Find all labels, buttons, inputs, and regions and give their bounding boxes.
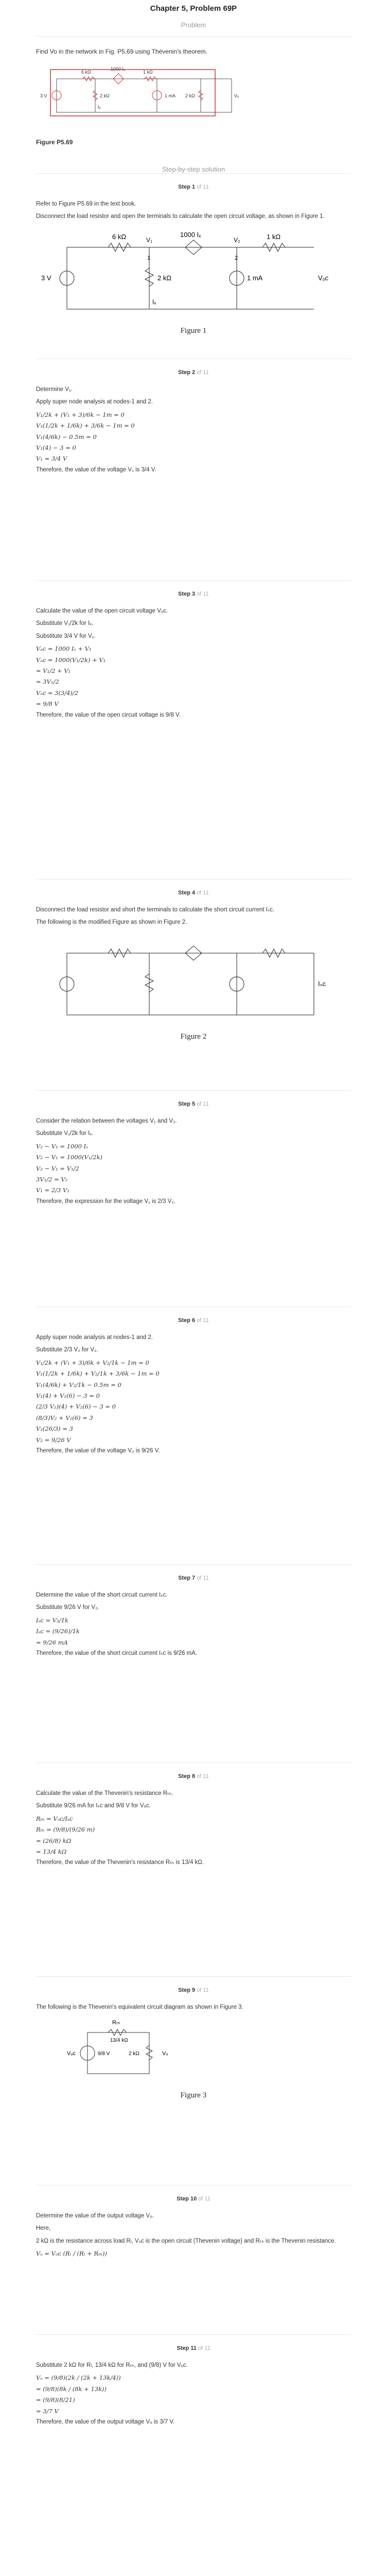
rth-value: 13/4 kΩ (110, 2038, 128, 2044)
step-heading (36, 2345, 351, 2351)
step-text: Substitute 9/26 V for V₂. (36, 1604, 99, 1611)
equation: V₁(4/6k) − 0.5m = 0 (36, 433, 97, 440)
figure-caption: Figure 2 (180, 1032, 207, 1041)
circuit-diagram (36, 933, 345, 1030)
step-figure (36, 2017, 351, 2102)
solution-step (36, 173, 351, 359)
step-number: Step 6 (178, 1317, 196, 1324)
page-header (0, 0, 387, 29)
equation: V₂ − V₁ = V₁/2 (36, 1164, 79, 1172)
solution-step (36, 1307, 351, 1564)
step-body (36, 1789, 351, 1868)
equation: = (26/8) kΩ (36, 1837, 72, 1844)
solution-step (36, 1090, 351, 1307)
step-number: Step 8 (178, 1773, 196, 1780)
step-heading (36, 591, 351, 597)
step-conclusion: Therefore, the value of the short circuit current Iₛᴄ is 9/26 mA. (36, 1650, 198, 1656)
step-text: Substitute V₁/2k for Iₓ. (36, 620, 94, 627)
step-of: of 11 (197, 369, 209, 376)
step-heading (36, 1773, 351, 1780)
step-heading (36, 1575, 351, 1581)
solution-step (36, 580, 351, 879)
equation: Iₛᴄ = (9/26)/1k (36, 1628, 80, 1635)
step-number: Step 11 (177, 2345, 197, 2351)
fig-v1: V₁ (146, 236, 153, 244)
circuit-diagram (36, 227, 345, 325)
step-of: of 11 (198, 2345, 210, 2351)
step-text: Determine the value of the short circuit current Iₛᴄ. (36, 1592, 168, 1598)
step-body (36, 1333, 351, 1455)
step-body (36, 606, 351, 720)
step-number: Step 1 (178, 184, 196, 190)
fig-isc: Iₛᴄ (318, 979, 326, 988)
step-conclusion: Therefore, the value of the voltage V₂ is 9/26 V. (36, 1447, 160, 1454)
equation: V₁ = 2/3 V₂ (36, 1187, 69, 1194)
step-number: Step 9 (178, 1987, 196, 1993)
fig-vsrc: 3 V (41, 274, 51, 282)
step-of: of 11 (197, 591, 209, 597)
equation: V₁(4) + V₂(6) − 3 = 0 (36, 1392, 100, 1399)
step-of: of 11 (197, 184, 209, 190)
step-text: Determine V₁. (36, 386, 73, 393)
step-text: Substitute 3/4 V for V₁. (36, 633, 96, 639)
step-of: of 11 (197, 890, 209, 896)
equation: V₁(4/6k) + V₂/1k − 0.5m = 0 (36, 1381, 121, 1388)
figure-caption: Figure 3 (180, 2091, 207, 2100)
step-text: Substitute 2/3 V₂ for V₁. (36, 1347, 98, 1353)
step-text: 2 kΩ is the resistance across load Rₗ, Vₒᴄ is the open circuit (Thevenin voltage) and Rₜₕ is the Thevenin resistance. (36, 2238, 336, 2244)
step-body (36, 199, 351, 337)
chapter-title: Chapter 5, Problem 69P (150, 4, 237, 13)
problem-statement: Find Vo in the network in Fig. P5.69 using Thévenin's theorem. (36, 48, 207, 55)
solution-step (36, 1762, 351, 1976)
step-conclusion: Therefore, the expression for the voltage V₁ is 2/3 V₂. (36, 1198, 176, 1205)
equation: = 9/8 V (36, 700, 59, 708)
equation: Vₒᴄ = 3(3/4)/2 (36, 689, 79, 697)
p-dep-label: 1000 Iₓ (111, 66, 125, 72)
solution-step (36, 2185, 351, 2334)
p-r2-label: 1 kΩ (143, 70, 153, 75)
equation: Vₒᴄ = 1000 Iₓ + V₁ (36, 645, 92, 653)
step-text: Determine the value of the output voltage Vₒ. (36, 2213, 154, 2219)
step-heading (36, 890, 351, 896)
p-vo-label: Vₒ (234, 93, 239, 98)
step-of: of 11 (197, 1773, 209, 1780)
p-r3-label: 2 kΩ (100, 93, 110, 98)
step-text: Disconnect the load resistor and short the terminals to calculate the short circuit current Iₛᴄ. (36, 907, 275, 913)
solution-step (36, 1564, 351, 1762)
equation: 3V₁/2 = V₂ (36, 1175, 68, 1183)
fig-isrc: 1 mA (247, 274, 263, 282)
equation: Rₜₕ = Vₒᴄ/Iₛᴄ (36, 1815, 73, 1822)
equation: V₂ − V₁ = 1000 Iₓ (36, 1142, 89, 1150)
step-body (36, 2211, 351, 2259)
fig-voc: Vₒᴄ (318, 274, 329, 282)
fig-node2: 2 (235, 255, 238, 261)
step-text: Here, (36, 2225, 51, 2232)
step-of: of 11 (197, 1101, 209, 1107)
p-r4-label: 2 kΩ (185, 93, 195, 98)
step-text: Calculate the value of the Thevenin's resistance Rₜₕ. (36, 1790, 173, 1797)
step-text: The following is the Thevenin's equivalent circuit diagram as shown in Figure 3. (36, 2004, 243, 2010)
rth-label: Rₜₕ (112, 2020, 120, 2026)
equation: Vₒ = Vₒᴄ (Rₗ / (Rₗ + Rₜₕ)) (36, 2250, 107, 2258)
step-number: Step 4 (178, 890, 196, 896)
step-body (36, 2361, 351, 2427)
solution-step (36, 359, 351, 580)
equation: Vₒᴄ = 1000(V₁/2k) + V₁ (36, 656, 106, 664)
equation: V₁ = 3/4 V (36, 455, 67, 463)
step-number: Step 10 (177, 2196, 197, 2202)
fig-r3: 2 kΩ (157, 274, 172, 282)
step-text: Substitute 2 kΩ for Rₗ, 13/4 kΩ for Rₜₕ, and (9/8) V for Vₒᴄ. (36, 2362, 188, 2368)
step-text: Apply super node analysis at nodes-1 and 2. (36, 1334, 153, 1341)
step-heading (36, 184, 351, 190)
rl-label: 2 kΩ (129, 2051, 139, 2057)
step-number: Step 3 (178, 591, 196, 597)
equation: = 9/26 mA (36, 1638, 68, 1646)
fig-r2: 1 kΩ (267, 232, 281, 241)
step-conclusion: Therefore, the value of the Thevenin's resistance Rₜₕ is 13/4 kΩ. (36, 1859, 204, 1866)
step-text: Calculate the value of the open circuit voltage Vₒᴄ. (36, 608, 168, 614)
equation: V₁(1/2k + 1/6k) + V₂/1k + 3/6k − 1m = 0 (36, 1370, 160, 1378)
voc-label: Vₒᴄ (67, 2050, 76, 2057)
step-of: of 11 (197, 1987, 209, 1993)
equation: Rₜₕ = (9/8)/(9/26 m) (36, 1826, 95, 1834)
step-figure (36, 933, 351, 1043)
problem-label: Problem (181, 21, 206, 29)
step-conclusion: Therefore, the value of the output voltage Vₒ is 3/7 V. (36, 2418, 175, 2425)
equation: V₂ − V₁ = 1000(V₁/2k) (36, 1154, 103, 1161)
equation: = 3V₁/2 (36, 678, 59, 686)
vo-label: Vₒ (162, 2050, 168, 2057)
equation: Vₒ = (9/8)(2k / (2k + 13k/4)) (36, 2374, 121, 2382)
p-vsrc-label: 3 V (40, 93, 47, 98)
thevenin-circuit (67, 2017, 190, 2089)
step-conclusion: Therefore, the value of the voltage V₁ is 3/4 V. (36, 466, 156, 473)
step-body (36, 905, 351, 1043)
solution-step (36, 1976, 351, 2185)
problem-section (36, 36, 351, 146)
voc-value: 9/8 V (98, 2051, 110, 2057)
steps-container (0, 173, 387, 2576)
equation: (8/3)V₂ + V₂(6) = 3 (36, 1414, 93, 1421)
equation: = (9/8)(8k / (8k + 13k)) (36, 2385, 107, 2393)
fig-ix: Iₓ (152, 298, 156, 306)
equation: V₁/2k + (V₁ + 3)/6k − 1m = 0 (36, 411, 125, 418)
step-text: Apply super node analysis at nodes-1 and 2. (36, 399, 153, 405)
p-r1-label: 6 kΩ (81, 70, 91, 75)
step-text: Disconnect the load resistor and open the terminals to calculate the open circuit voltage, as shown in Figure 1. (36, 213, 325, 220)
step-text: Consider the relation between the voltages V₁ and V₂. (36, 1118, 177, 1124)
step-heading (36, 2196, 351, 2202)
equation: = 13/4 kΩ (36, 1848, 67, 1855)
step-text: Substitute 9/26 mA for Iₛᴄ and 9/8 V for Vₒᴄ. (36, 1803, 151, 1809)
equation: V₁/2k + (V₁ + 3)/6k + V₂/1k − 1m = 0 (36, 1359, 149, 1366)
problem-circuit-diagram (36, 63, 252, 125)
step-text: The following is the modified Figure as shown in Figure 2. (36, 919, 187, 926)
step-heading (36, 1987, 351, 1993)
step-number: Step 7 (178, 1575, 196, 1581)
step-heading (36, 1317, 351, 1324)
fig-dep: 1000 Iₓ (180, 230, 201, 239)
step-heading (36, 1101, 351, 1107)
equation: Iₛᴄ = V₂/1k (36, 1616, 68, 1624)
fig-r1: 6 kΩ (112, 232, 127, 241)
step-of: of 11 (197, 1575, 209, 1581)
solution-step (36, 879, 351, 1090)
step-figure (36, 227, 351, 337)
solution-step (36, 2334, 351, 2576)
step-body (36, 2003, 351, 2102)
step-heading (36, 369, 351, 376)
equation: = (9/8)(8/21) (36, 2396, 75, 2404)
step-number: Step 2 (178, 369, 196, 376)
equation: V₂ = 9/26 V (36, 1436, 71, 1444)
step-of: of 11 (198, 2196, 210, 2202)
figure-caption: Figure 1 (180, 326, 207, 335)
equation: V₂(26/3) = 3 (36, 1425, 73, 1433)
equation: V₁(1/2k + 1/6k) + 3/6k − 1m = 0 (36, 422, 135, 430)
p-isrc-label: 1 mA (165, 93, 176, 98)
fig-v2: V₂ (234, 236, 240, 244)
equation: V₁(4) − 3 = 0 (36, 444, 76, 451)
step-text: Substitute V₁/2k for Iₓ. (36, 1130, 94, 1137)
problem-figure-title: Figure P5.69 (36, 139, 73, 146)
step-number: Step 5 (178, 1101, 196, 1107)
step-body (36, 1116, 351, 1206)
p-ix-label: Iₓ (98, 105, 101, 110)
fig-node1: 1 (147, 255, 151, 261)
solution-label: Step-by-step solution (162, 165, 225, 173)
step-body (36, 385, 351, 474)
equation: = V₁/2 + V₁ (36, 667, 71, 674)
equation: (2/3 V₂)(4) + V₂(6) − 3 = 0 (36, 1403, 116, 1411)
step-conclusion: Therefore, the value of the open circuit voltage is 9/8 V. (36, 711, 181, 718)
step-text: Refer to Figure P5.69 in the text book. (36, 201, 136, 207)
step-of: of 11 (197, 1317, 209, 1324)
step-body (36, 1590, 351, 1658)
equation: = 3/7 V (36, 2407, 59, 2415)
